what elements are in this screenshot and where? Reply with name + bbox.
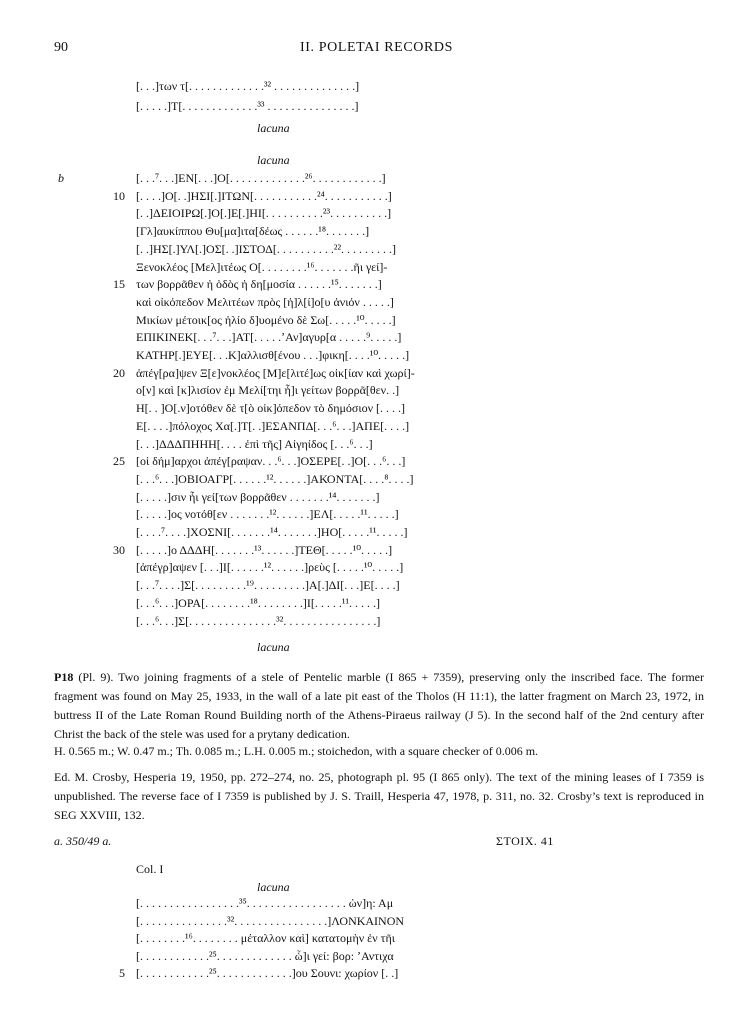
dimensions-line: H. 0.565 m.; W. 0.47 m.; Th. 0.085 m.; L.H. 0.005 m.; stoichedon, with a square checker of 0.006 m.: [54, 744, 539, 758]
inscription-line: [. . .]των τ[. . . . . . . . . . . . .³² . . . . . . . . . . . . . .]: [136, 79, 360, 93]
inscription-line: [. . . . . . . . . . . .²⁵. . . . . . . . . . . . .]ου Σουνι: χωρίον [. .]: [136, 966, 399, 980]
inscription-line: [. . .⁷. . . .]Σ[. . . . . . . . .¹⁹. . . . . . . . .]Α[.]ΔΙ[. . .]Ε[. . . .]: [136, 578, 400, 593]
p18-description: [54, 668, 704, 744]
line-number: 25: [113, 454, 125, 469]
running-title: II. POLETAI RECORDS: [300, 40, 453, 55]
inscription-line: ἀπέγ[ρα]ψεν Ξ[ε]νοκλέος [Μ]ε[λιτέ]ως οἰκ[ίαν καὶ χωρί]-: [136, 365, 415, 380]
page-number: 90: [54, 40, 68, 55]
inscription-line: [Γλ]αυκίππου Θυ[μα]ιτα[δέως . . . . . .¹⁸. . . . . . .]: [136, 224, 370, 239]
inscription-line: [ἀπέγρ]αψεν [. . .]Ι[. . . . . .¹². . . . . .]ρεὺς [. . . . .¹⁰. . . . .]: [136, 560, 404, 575]
lacuna-label: lacuna: [257, 121, 290, 135]
inscription-line: Η[. . ]Ο[.ν]οτόθεν δὲ τ[ὸ οἰκ]όπεδον τὸ δημόσιον [. . . .]: [136, 401, 406, 416]
inscription-line: [. . . . . . . . . . . . . . . . .³⁵. . . . . . . . . . . . . . . . . ὠν]η: Αμ: [136, 896, 394, 910]
inscription-line: ο[ν] καὶ [κ]λισίον ἐμ Μελί[τηι ἧ]ι γείτων βορρᾶ[θεν. .]: [136, 383, 400, 398]
inscription-line: [. . .⁷. . .]ΕΝ[. . .]Ο[. . . . . . . . . . . . .²⁶. . . . . . . . . . . .]: [136, 171, 386, 185]
inscription-line: Ε[. . . .]πόλοχος Χα[.]Τ[. .]ΕΣΑΝΠΔ[. . .⁶. . .]ΑΠΕ[. . . .]: [136, 418, 410, 433]
inscription-line: [. . . . . . . . . . . . . . .³². . . . . . . . . . . . . . . .]ΛΟΝΚΑΙΝΟΝ: [136, 913, 405, 928]
inscription-line: [. . . . .]ος νοτόθ[εν . . . . . . .¹². . . . . .]ΕΛ[. . . . .¹¹. . . . .]: [136, 507, 399, 522]
inscription-line: [. .]ΗΣ[.]ΥΛ[.]ΟΣ[. .]ΙΣΤΟΔ[. . . . . . . . . .²². . . . . . . . .]: [136, 241, 397, 256]
inscription-line: [οἱ δήμ]αρχοι ἀπέγ[ραψαν. . .⁶. . .]ΟΣΕΡΕ[. .]Ο[. . .⁶. . .]: [136, 454, 406, 469]
inscription-line: [. . . . . . . .¹⁶. . . . . . . . μέταλλον καὶ] κατατομὴν ἐν τῆι: [136, 931, 395, 945]
inscription-line: [. . . . . . . . . . . .²⁵. . . . . . . . . . . . . ὧ]ι γεί: βορ: ʼΑντιχα: [136, 948, 394, 963]
date-label: a. 350/49 a.: [54, 834, 112, 848]
inscription-line: Μικίων μέτοικ[ος ἡλίο δ]υομένο δὲ Σω[. . . . .¹⁰. . . . .]: [136, 312, 396, 327]
lacuna-label: lacuna: [257, 880, 290, 894]
entry-description: (Pl. 9). Two joining fragments of a stele of Pentelic marble (I 865 + 7359), preserving only the inscribed face. The former fragment was found on May 25, 1933, in the wall of a late pit east of the Tholos (H 11:1), the latter fragment on March 23, 1972, in buttress II of the Late Roman Round Building north of the Athens-Piraeus railway (J 5). In the second half of the 2nd century after Christ the back of the stele was used for a prytany dedication.: [54, 670, 704, 741]
line-number: 5: [119, 966, 125, 980]
inscription-line: ΚΑΤΗΡ[.]ΕΥΕ[. . .Κ]αλλισθ[ένου . . .]φικη[. . . .¹⁰. . . . .]: [136, 348, 410, 362]
inscription-line: [. . .⁶. . .]ΟΒΙΟΑΓΡ[. . . . . .¹². . . . . .]ΑΚΟΝΤΑ[. . . .⁸. . . .]: [136, 471, 414, 486]
inscription-line: [. . .]ΔΔΔΠΗΗΗ[. . . . ἐπὶ τῆς] Αἰγηίδος [. . .⁶. . .]: [136, 436, 373, 451]
inscription-line: [. . . .⁷. . . .]ΧΟΣΝΙ[. . . . . . .¹⁴. . . . . . .]ΗΟ[. . . . .¹¹. . . . .]: [136, 525, 408, 539]
inscription-line: [. . . . .]σιν ἧι γεί[των βορρᾶθεν . . . . . . .¹⁴. . . . . . .]: [136, 489, 380, 504]
inscription-line: [. . . . .]Τ[. . . . . . . . . . . . .³³ . . . . . . . . . . . . . . .]: [136, 99, 359, 113]
inscription-line: Ξενοκλέος [Μελ]ιτέως Ο[. . . . . . . .¹⁶. . . . . . .ῆι γεί]-: [136, 259, 388, 274]
stoichedon-label: ΣΤΟΙΧ. 41: [496, 834, 554, 848]
line-number: 10: [113, 188, 125, 203]
inscription-line: των βορρᾶθεν ἡ ὁδὸς ἡ δη[μοσία . . . . . .¹⁵. . . . . . .]: [136, 277, 382, 292]
fragment-label: b: [58, 171, 64, 185]
line-number: 15: [113, 277, 125, 292]
edition-note: Ed. M. Crosby, Hesperia 19, 1950, pp. 272–274, no. 25, photograph pl. 95 (I 865 only). The text of the mining leases of I 7359 is unpublished. The reverse face of I 7359 is published by J. S. Traill, Hesperia 47, 1978, p. 311, no. 32. Crosby’s text is reproduced in SEG XXVIII, 132.: [54, 770, 704, 822]
inscription-line: [. . . .]Ο[. .]ΗΣΙ[.]ΙΤΩΝ[. . . . . . . . . . .²⁴. . . . . . . . . . .]: [136, 188, 392, 203]
lacuna-label: lacuna: [257, 153, 290, 167]
line-number: 20: [113, 365, 125, 380]
inscription-line: [. .]ΔΕΙΟΙΡΩ[.]Ο[.]Ε[.]ΗΙ[. . . . . . . . . .²³. . . . . . . . . .]: [136, 206, 392, 221]
inscription-line: [. . . . .]ο ΔΔΔΗ[. . . . . . .¹³. . . . . .]ΤΕΘ[. . . . .¹⁰. . . . .]: [136, 542, 393, 557]
inscription-line: [. . .⁶. . .]Σ[. . . . . . . . . . . . . . .³². . . . . . . . . . . . . . . .]: [136, 613, 381, 628]
lacuna-label: lacuna: [257, 640, 290, 654]
inscription-line: ΕΠΙΚΙΝΕΚ[. . .⁷. . .]ΑΤ[. . . . .ʼΑν]αγυρ[α . . . . .⁹. . . . .]: [136, 330, 402, 345]
inscription-line: [. . .⁶. . .]ΟΡΑ[. . . . . . . .¹⁸. . . . . . . .]Ι[. . . . .¹¹. . . . .]: [136, 595, 381, 610]
column-label: Col. I: [136, 862, 164, 876]
inscription-line: καὶ οἰκόπεδον Μελιτέων πρὸς [ἡ]λ[ί]ο[υ ἀνιόν . . . . .]: [136, 294, 394, 309]
entry-id: P18: [54, 670, 74, 684]
line-number: 30: [113, 542, 125, 557]
